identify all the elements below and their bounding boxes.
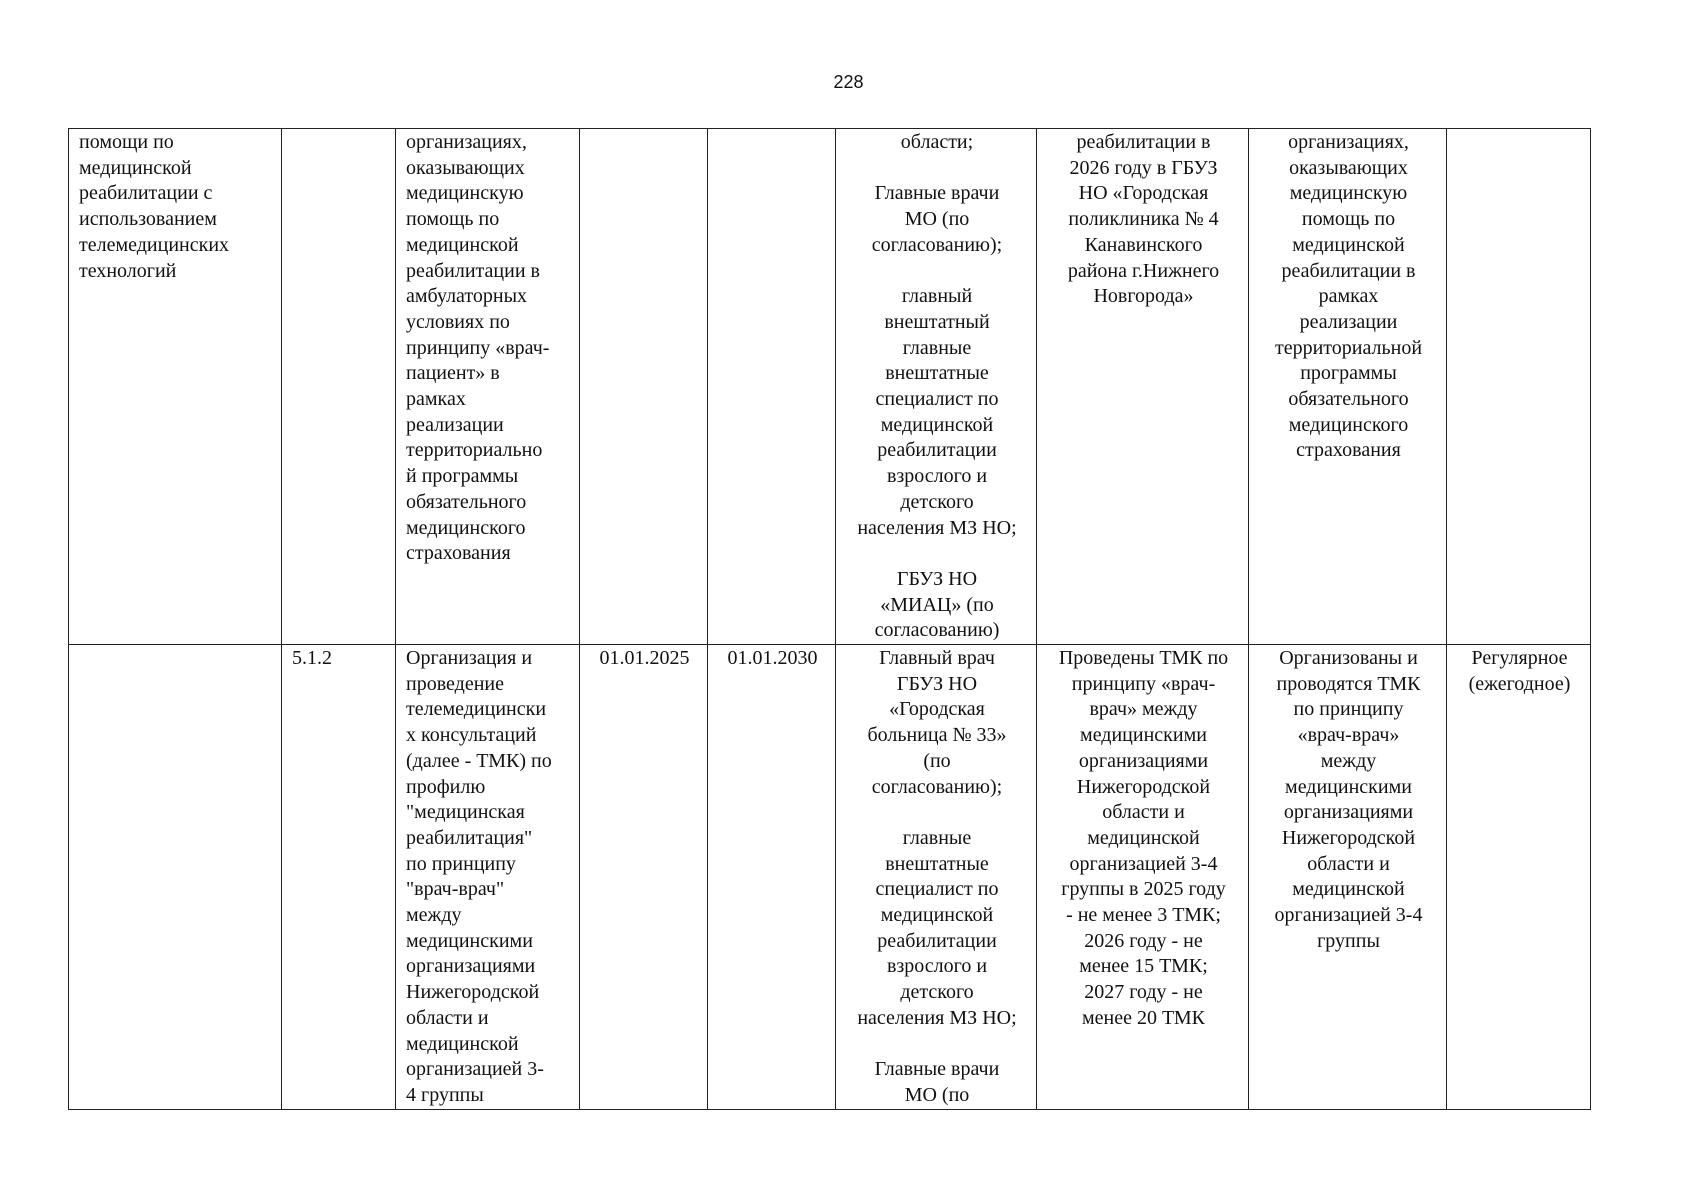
cell-description: Организация и проведение телемедицински х консультаций (далее - ТМК) по профилю "медицинская реабилитация" по принципу "врач-врач" между медицинскими организациями Нижегородской области и медицинской организацией 3- 4 группы: [396, 645, 580, 1110]
cell-responsible: [836, 129, 1037, 645]
responsible-part: Главные врачи МО (по согласованию);: [871, 182, 1003, 256]
responsible-part: главные внештатные специалист по медицинской реабилитации взрослого и детского населения МЗ НО;: [857, 826, 1017, 1029]
activities-table: [68, 128, 1591, 1110]
cell-result: Организованы и проводятся ТМК по принципу «врач-врач» между медицинскими организациями Нижегородской области и медицинской организацией 3-4 группы: [1249, 645, 1447, 1110]
table-row: [69, 129, 1591, 645]
responsible-part: ГБУЗ НО «МИАЦ» (по согласованию): [874, 567, 1000, 642]
cell-activity-name: [69, 645, 282, 1110]
cell-number: 5.1.2: [282, 645, 396, 1110]
cell-number: [282, 129, 396, 645]
responsible-part: Главный врач ГБУЗ НО «Городская больница № 33» (по согласованию);: [867, 647, 1007, 798]
cell-indicator: Проведены ТМК по принципу «врач- врач» между медицинскими организациями Нижегородской области и медицинской организацией 3-4 группы в 2025 году - не менее 3 ТМК; 2026 году - не менее 15 ТМК; 2027 году - не менее 20 ТМК: [1037, 645, 1249, 1110]
responsible-part: Главные врачи МО (по: [874, 1058, 1000, 1106]
cell-frequency: Регулярное (ежегодное): [1447, 645, 1591, 1110]
cell-end-date: [708, 129, 836, 645]
page-number: 228: [833, 72, 864, 92]
cell-frequency: [1447, 129, 1591, 645]
cell-activity-name: помощи по медицинской реабилитации с использованием телемедицинских технологий: [69, 129, 282, 645]
responsible-part: области;: [900, 131, 974, 153]
table-row: [69, 645, 1591, 1110]
cell-description: организациях, оказывающих медицинскую помощь по медицинской реабилитации в амбулаторных условиях по принципу «врач- пациент» в рамках реализации территориально й программы обязательного медицинского страхования: [396, 129, 580, 645]
cell-start-date: 01.01.2025: [580, 645, 708, 1110]
cell-result: организациях, оказывающих медицинскую помощь по медицинской реабилитации в рамках реализации территориальной программы обязательного медицинского страхования: [1249, 129, 1447, 645]
cell-indicator: реабилитации в 2026 году в ГБУЗ НО «Городская поликлиника № 4 Канавинского района г.Нижнего Новгорода»: [1037, 129, 1249, 645]
cell-end-date: 01.01.2030: [708, 645, 836, 1110]
cell-start-date: [580, 129, 708, 645]
cell-responsible: [836, 645, 1037, 1110]
responsible-part: главный внештатный главные внештатные специалист по медицинской реабилитации взрослого и детского населения МЗ НО;: [857, 285, 1017, 539]
